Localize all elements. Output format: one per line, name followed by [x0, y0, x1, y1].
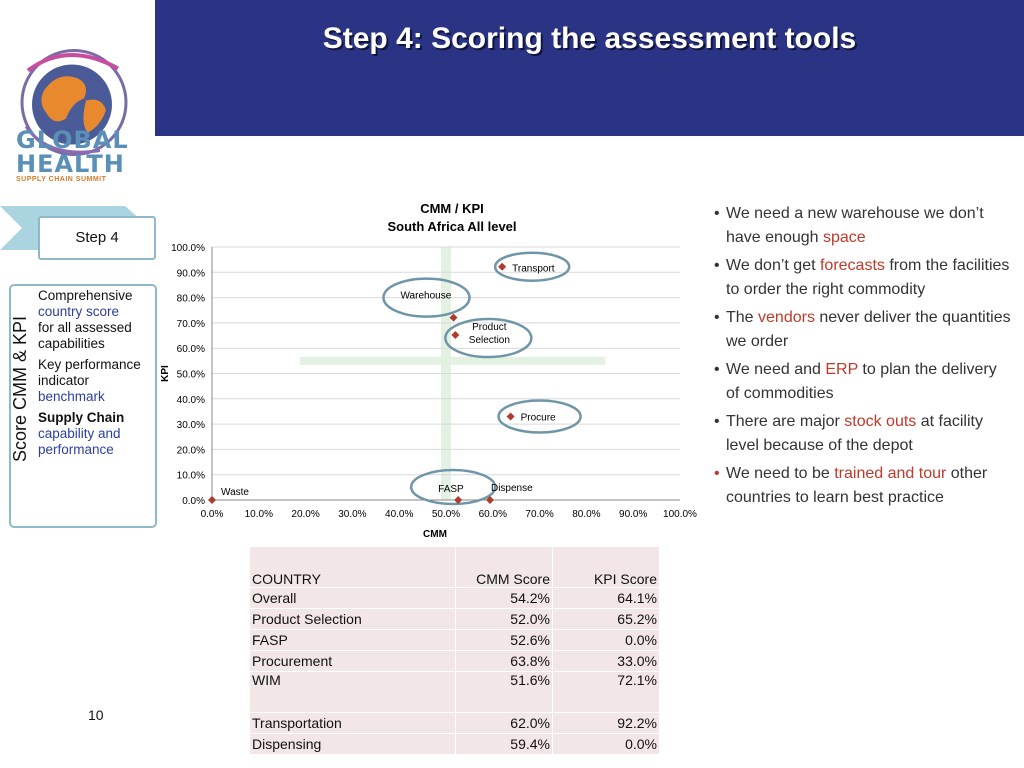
y-tick-label: 90.0% [176, 268, 205, 280]
y-tick-label: 80.0% [176, 293, 205, 305]
table-cell: 59.4% [456, 734, 553, 755]
point-label: Procure [520, 412, 556, 424]
y-tick-label: 20.0% [176, 445, 205, 457]
point-label: Product [472, 322, 507, 334]
x-tick-label: 10.0% [244, 509, 273, 520]
y-tick-label: 60.0% [176, 344, 205, 356]
score-list [38, 288, 156, 458]
score-table [249, 546, 660, 755]
score-item: Supply Chain capability and performance [38, 410, 125, 457]
table-cell: 72.1% [553, 672, 660, 713]
x-tick-label: 70.0% [525, 509, 554, 520]
y-tick-label: 40.0% [176, 394, 205, 406]
bullet-item: • The vendors never deliver the quantities we order [712, 306, 1012, 354]
highlight-text: space [822, 229, 866, 246]
x-tick-label: 60.0% [478, 509, 507, 520]
table-cell: 63.8% [456, 651, 553, 672]
y-tick-label: 30.0% [176, 420, 205, 432]
highlight-text: stock outs [844, 413, 917, 430]
y-tick-label: 50.0% [176, 369, 205, 381]
table-cell: 92.2% [553, 713, 660, 734]
table-row [250, 734, 660, 755]
highlight-text: vendors [758, 309, 815, 326]
highlight-text: ERP [825, 361, 858, 378]
point-label: Warehouse [400, 290, 452, 302]
x-tick-label: 20.0% [291, 509, 320, 520]
x-tick-label: 50.0% [431, 509, 461, 520]
table-row [250, 713, 660, 734]
x-tick-label: 30.0% [338, 509, 367, 520]
cmm-kpi-chart [155, 195, 705, 540]
data-point [498, 263, 506, 271]
bullet-item: • We don’t get forecasts from the facilities to order the right commodity [712, 254, 1012, 302]
table-cell: Product Selection [250, 609, 456, 630]
table-cell: 64.1% [553, 588, 660, 609]
bullet-item: • We need a new warehouse we don’t have enough space [712, 202, 1012, 250]
point-label: FASP [438, 484, 464, 495]
score-item: Comprehensive country score for all assessed capabilities [38, 288, 133, 351]
table-row [250, 651, 660, 672]
table-row [250, 672, 660, 713]
table-header-row [250, 547, 660, 588]
bullet-dot-icon: • [714, 361, 720, 378]
bullet-dot-icon: • [714, 465, 720, 482]
page-number: 10 [88, 707, 104, 723]
table-row [250, 630, 660, 651]
point-label: Transport [512, 263, 555, 275]
quadrant-horizontal-band [300, 357, 605, 365]
slide-title: Step 4: Scoring the assessment tools [322, 22, 857, 55]
y-tick-label: 10.0% [176, 470, 205, 482]
x-tick-label: 40.0% [385, 509, 414, 520]
chart-subtitle: South Africa All level [387, 219, 517, 234]
x-tick-label: 90.0% [619, 509, 648, 520]
table-row [250, 588, 660, 609]
y-tick-label: 0.0% [182, 496, 205, 507]
chart-title: CMM / KPI [420, 201, 484, 216]
bullet-item: • We need to be trained and tour other countries to learn best practice [712, 462, 1012, 510]
table-cell: 65.2% [553, 609, 660, 630]
x-tick-label: 0.0% [200, 509, 224, 520]
data-point [507, 413, 515, 421]
table-cell: 0.0% [553, 630, 660, 651]
x-tick-label: 80.0% [572, 509, 601, 520]
table-cell: 33.0% [553, 651, 660, 672]
table-row [250, 609, 660, 630]
bullet-dot-icon: • [714, 413, 720, 430]
table-cell: 62.0% [456, 713, 553, 734]
table-cell: Procurement [250, 651, 456, 672]
table-header-cell: COUNTRY [250, 547, 456, 588]
table-cell: 52.6% [456, 630, 553, 651]
header-bar [155, 0, 1024, 136]
logo-wordmark: GLOBAL HEALTH [16, 126, 129, 178]
score-item: Key performance indicator benchmark [38, 357, 141, 404]
x-tick-label: 100.0% [663, 509, 697, 520]
table-cell: FASP [250, 630, 456, 651]
x-axis-label: CMM [423, 529, 447, 540]
point-label: Waste [221, 487, 249, 498]
table-cell: 52.0% [456, 609, 553, 630]
table-cell: 51.6% [456, 672, 553, 713]
score-vertical-label: Score CMM & KPI [10, 315, 30, 462]
point-label: Selection [468, 335, 510, 347]
bullet-list [712, 202, 1012, 514]
table-header-cell: KPI Score [553, 547, 660, 588]
data-point [451, 331, 459, 339]
bullet-dot-icon: • [714, 309, 720, 326]
highlight-text: forecasts [819, 257, 885, 274]
point-label: Dispense [490, 483, 533, 494]
bullet-dot-icon: • [714, 205, 720, 222]
table-cell: Transportation [250, 713, 456, 734]
bullet-dot-icon: • [714, 257, 720, 274]
table-cell: WIM [250, 672, 456, 713]
y-tick-label: 100.0% [171, 243, 205, 254]
logo-tagline: SUPPLY CHAIN SUMMIT [16, 176, 107, 183]
bullet-item: • There are major stock outs at facility level because of the depot [712, 410, 1012, 458]
table-cell: Dispensing [250, 734, 456, 755]
table-header-cell: CMM Score [456, 547, 553, 588]
highlight-text: trained and tour [834, 465, 947, 482]
bullet-item: • We need and ERP to plan the delivery of commodities [712, 358, 1012, 406]
y-tick-label: 70.0% [176, 318, 205, 330]
data-point [208, 496, 216, 504]
step-label-box: Step 4 [38, 216, 156, 260]
y-axis-label: KPI [160, 365, 171, 382]
table-cell: Overall [250, 588, 456, 609]
table-cell: 54.2% [456, 588, 553, 609]
table-cell: 0.0% [553, 734, 660, 755]
